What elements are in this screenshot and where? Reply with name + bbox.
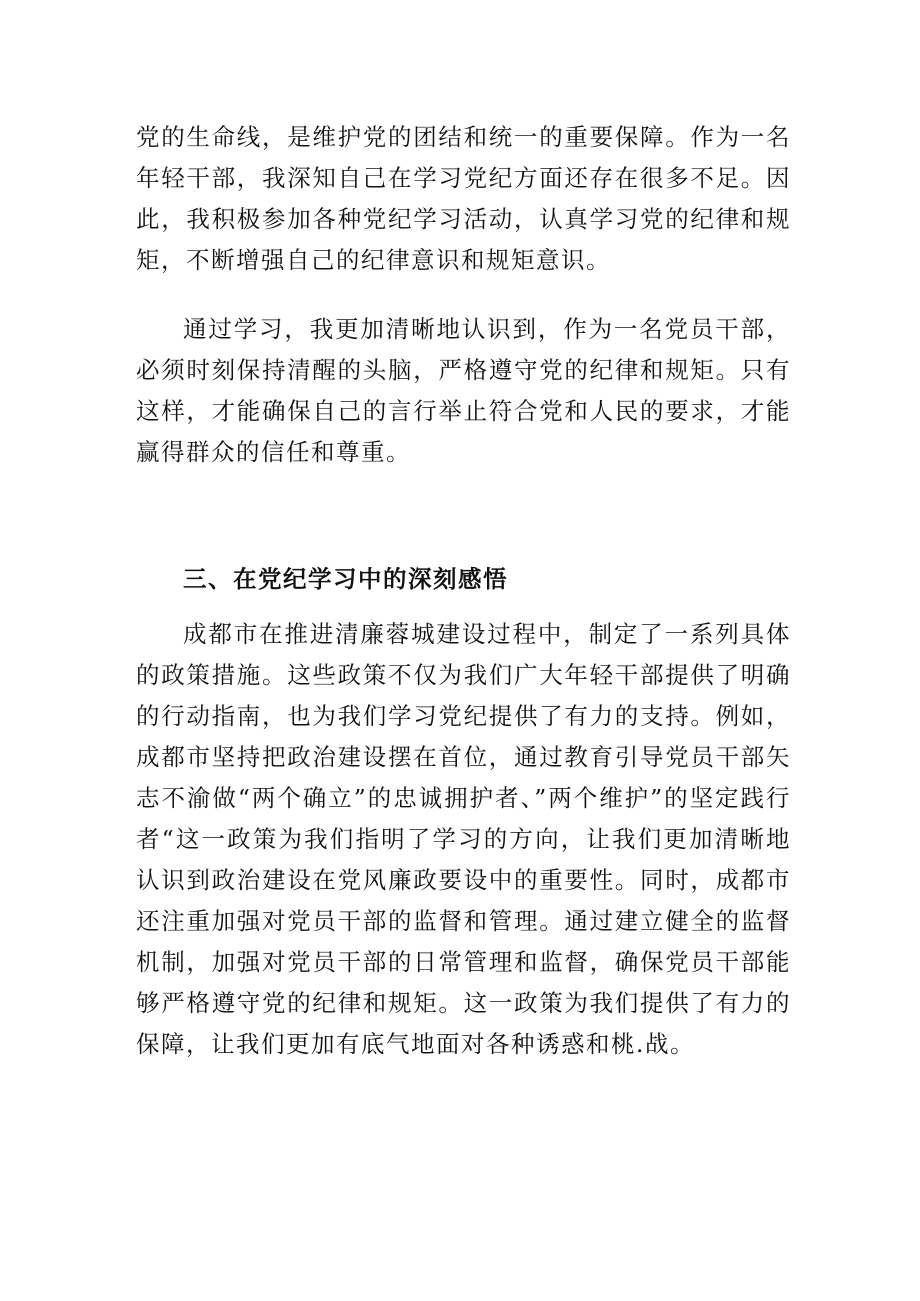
body-paragraph: 通过学习，我更加清晰地认识到，作为一名党员干部，必须时刻保持清醒的头脑，严格遵守党的纪律和规矩。只有这样，才能确保自己的言行举止符合党和人民的要求，才能赢得群众的信任和尊重。	[136, 315, 791, 466]
body-paragraph: 党的生命线，是维护党的团结和统一的重要保障。作为一名年轻干部，我深知自己在学习党纪方面还存在很多不足。因此，我积极参加各种党纪学习活动，认真学习党的纪律和规矩，不断增强自己的纪律意识和规矩意识。	[136, 123, 791, 274]
section-heading: 三、在党纪学习中的深刻感悟	[183, 565, 508, 593]
body-paragraph: 成都市在推进清廉蓉城建设过程中，制定了一系列具体的政策措施。这些政策不仅为我们广大年轻干部提供了明确的行动指南，也为我们学习党纪提供了有力的支持。例如，成都市坚持把政治建设摆在首位，通过教育引导党员干部矢志不渝做“两个确立”的忠诚拥护者、”两个维护”的坚定践行者“这一政策为我们指明了学习的方向，让我们更加清晰地认识到政治建设在党风廉政要设中的重要性。同时，成都市还注重加强对党员干部的监督和管理。通过建立健全的监督机制，加强对党员干部的日常管理和监督，确保党员干部能够严格遵守党的纪律和规矩。这一政策为我们提供了有力的保障，让我们更加有底气地面对各种诱惑和桃.战。	[136, 620, 791, 1058]
